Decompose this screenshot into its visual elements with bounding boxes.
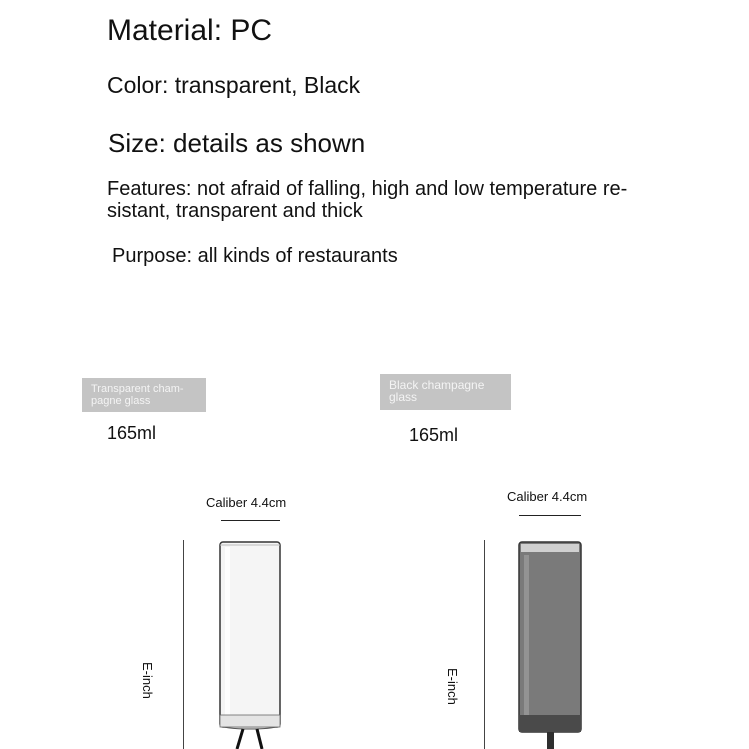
height-label-transparent: E-inch: [140, 662, 155, 699]
caliber-label-transparent: Caliber 4.4cm: [206, 495, 287, 510]
spec-color: Color: transparent, Black: [107, 72, 361, 98]
caliber-dimension-line: [519, 515, 581, 516]
caliber-label-black: Caliber 4.4cm: [507, 489, 588, 504]
black-champagne-glass-image: [512, 535, 592, 749]
transparent-champagne-glass-image: [212, 535, 292, 749]
spec-material: Material: PC: [107, 14, 273, 47]
product-volume-transparent: 165ml: [107, 423, 157, 443]
spec-size: Size: details as shown: [108, 128, 366, 158]
height-dimension-line: [183, 540, 184, 749]
height-label-black: E-inch: [445, 668, 460, 705]
spec-features: Features: not afraid of falling, high and low temperature re-sistant, transparent and thick: [107, 178, 628, 222]
product-tag-transparent: Transparent cham-pagne glass: [82, 378, 206, 412]
product-tag-black: Black champagne glass: [380, 374, 511, 410]
product-volume-black: 165ml: [409, 425, 459, 445]
spec-purpose: Purpose: all kinds of restaurants: [112, 245, 398, 267]
height-dimension-line: [484, 540, 485, 749]
caliber-dimension-line: [221, 520, 280, 521]
